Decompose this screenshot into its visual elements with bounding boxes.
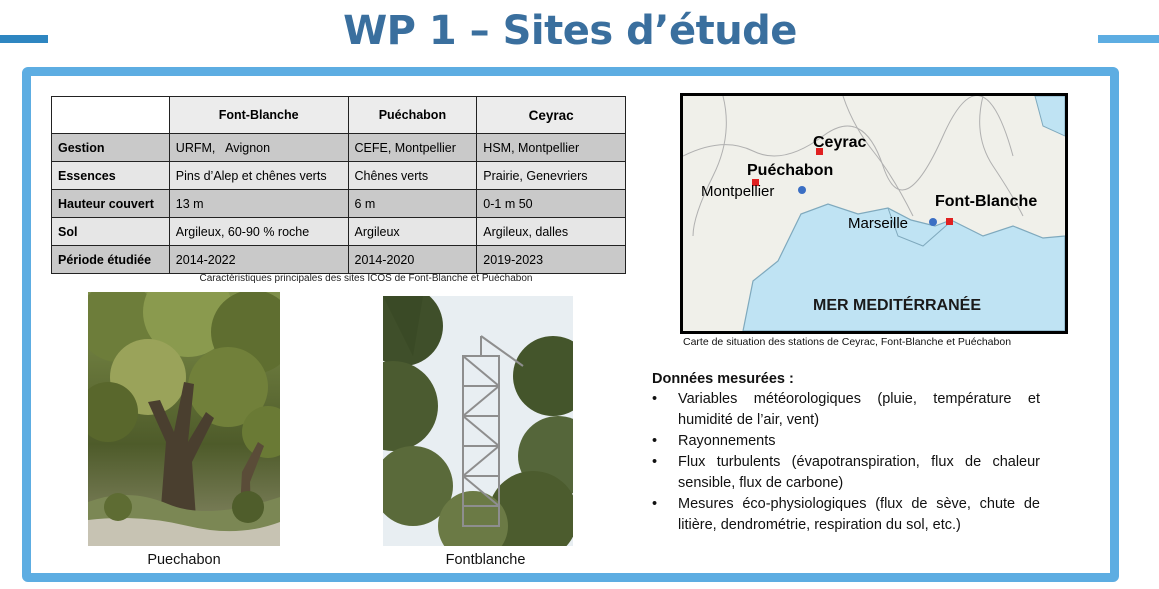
map-label-sea: MER MEDITÉRRANÉE: [813, 297, 982, 314]
puechabon-forest-photo: [88, 292, 280, 546]
table-caption: Caractéristiques principales des sites ICOS de Font-Blanche et Puéchabon: [199, 273, 533, 284]
measured-data-list: [652, 389, 1040, 536]
map-label-marseille: Marseille: [848, 215, 909, 232]
row-label: Hauteur couvert: [52, 190, 170, 218]
map-label-puechabon: Puéchabon: [747, 162, 834, 179]
map-label-montpellier: Montpellier: [701, 183, 775, 200]
table-cell: Pins d’Alep et chênes verts: [169, 162, 348, 190]
table-cell: 6 m: [348, 190, 477, 218]
table-row: [52, 218, 626, 246]
puechabon-photo-caption: Puechabon: [147, 552, 221, 568]
table-cell: Prairie, Genevriers: [477, 162, 626, 190]
row-label: Essences: [52, 162, 170, 190]
table-header-cell: Ceyrac: [477, 97, 626, 134]
table-row: [52, 134, 626, 162]
table-cell: 2014-2022: [169, 246, 348, 274]
table-row: [52, 162, 626, 190]
table-row: [52, 246, 626, 274]
table-header-cell: [52, 97, 170, 134]
table-cell: 2019-2023: [477, 246, 626, 274]
table-cell: 13 m: [169, 190, 348, 218]
table-cell: Argileux, 60-90 % roche: [169, 218, 348, 246]
montpellier-city-dot: [798, 186, 806, 194]
list-item: • Variables météorologiques (pluie, température et humidité de l’air, vent): [652, 389, 1040, 431]
map-label-fontblanche: Font-Blanche: [935, 193, 1038, 210]
table-header-cell: Puéchabon: [348, 97, 477, 134]
fontblanche-photo-caption: Fontblanche: [445, 552, 526, 568]
fontblanche-station-marker: [946, 218, 953, 225]
measured-data-title: Données mesurées :: [652, 371, 794, 387]
table-cell: Argileux: [348, 218, 477, 246]
table-cell: HSM, Montpellier: [477, 134, 626, 162]
table-cell: 0-1 m 50: [477, 190, 626, 218]
list-item: • Mesures éco-physiologiques (flux de sève, chute de litière, dendrométrie, respiration du sol, etc.): [652, 494, 1040, 536]
table-header-cell: Font-Blanche: [169, 97, 348, 134]
list-item: • Flux turbulents (évapotranspiration, flux de chaleur sensible, flux de carbone): [652, 452, 1040, 494]
table-cell: URFM, Avignon: [169, 134, 348, 162]
location-map: [680, 93, 1068, 334]
table-cell: CEFE, Montpellier: [348, 134, 477, 162]
table-cell: Chênes verts: [348, 162, 477, 190]
row-label: Période étudiée: [52, 246, 170, 274]
row-label: Gestion: [52, 134, 170, 162]
table-row: [52, 190, 626, 218]
fontblanche-tower-photo: [383, 296, 573, 546]
row-label: Sol: [52, 218, 170, 246]
slide-title: WP 1 – Sites d’étude: [343, 8, 797, 54]
sites-table: [51, 96, 626, 274]
table-cell: Argileux, dalles: [477, 218, 626, 246]
marseille-city-dot: [929, 218, 937, 226]
table-header-row: [52, 97, 626, 134]
table-cell: 2014-2020: [348, 246, 477, 274]
list-item: • Rayonnements: [652, 431, 1040, 452]
map-caption: Carte de situation des stations de Ceyrac, Font-Blanche et Puéchabon: [683, 336, 1012, 348]
map-label-ceyrac: Ceyrac: [813, 134, 867, 151]
